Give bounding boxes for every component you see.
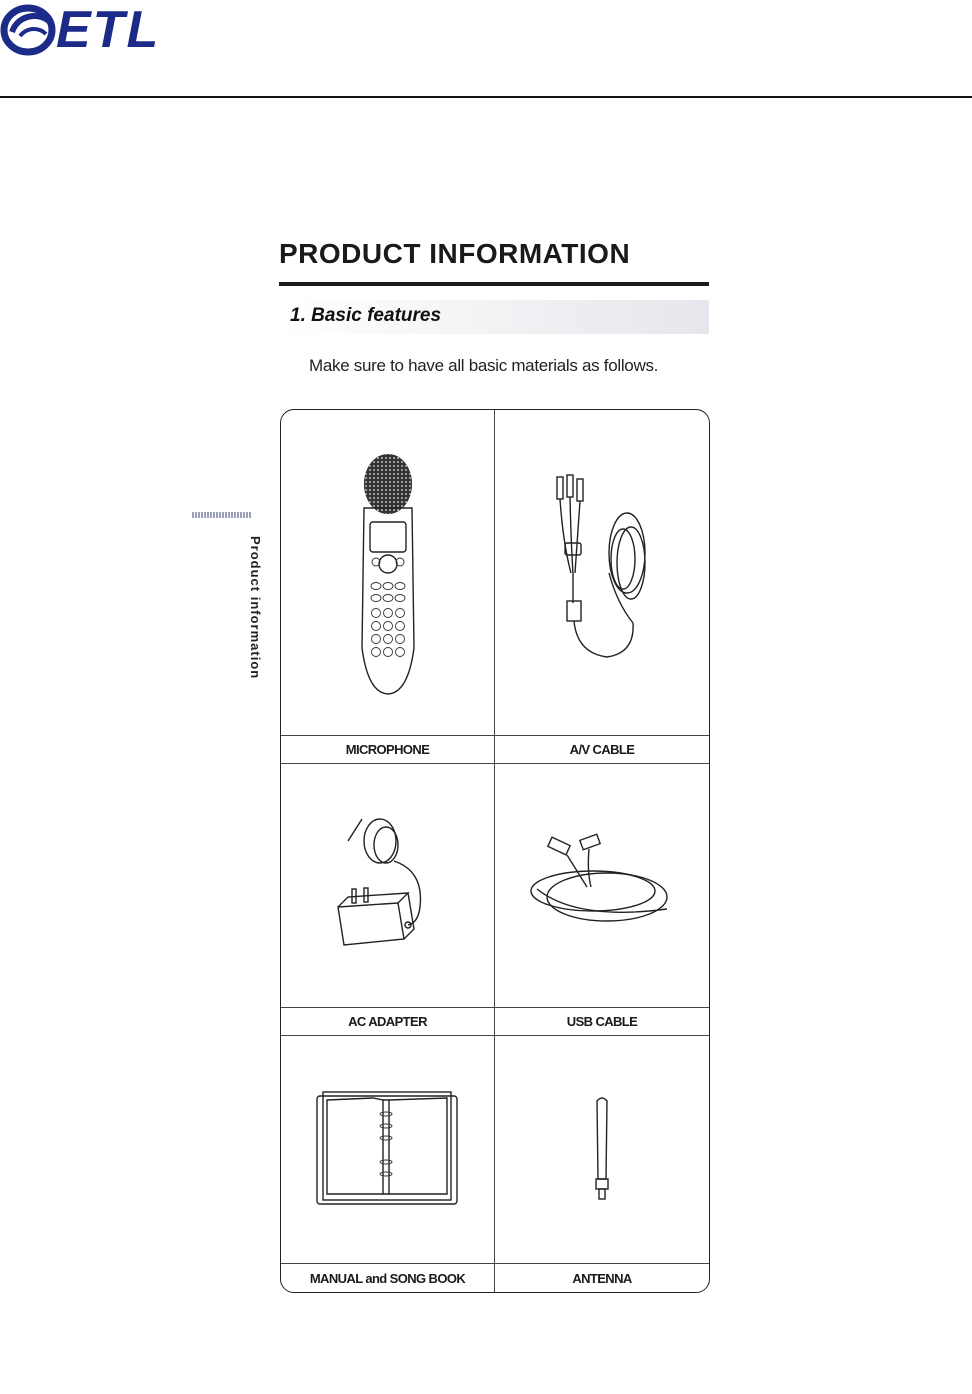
item-image-antenna — [495, 1036, 709, 1264]
intro-text: Make sure to have all basic materials as follows. — [309, 356, 659, 375]
item-image-ac-adapter — [281, 764, 495, 1008]
logo-text: ETL — [56, 1, 161, 59]
side-tab-mark — [192, 512, 252, 518]
item-label-usb-cable: USB CABLE — [495, 1008, 709, 1036]
materials-grid — [280, 409, 710, 1293]
header-divider — [0, 96, 972, 98]
microphone-icon — [348, 448, 428, 698]
item-label-microphone: MICROPHONE — [281, 736, 495, 764]
item-label-antenna: ANTENNA — [572, 1270, 632, 1286]
subsection-title: 1. Basic features — [290, 305, 442, 326]
brand-logo — [0, 0, 180, 62]
item-label-manual: MANUAL and SONG BOOK — [281, 1264, 495, 1292]
item-label-av-cable: A/V CABLE — [495, 736, 709, 764]
av-cable-icon — [547, 473, 657, 673]
item-image-av-cable — [495, 410, 709, 736]
antenna-icon — [587, 1095, 617, 1205]
logo-swirl-icon — [0, 0, 60, 60]
side-tab-label: Product information — [248, 536, 263, 680]
item-label-ac-adapter: AC ADAPTER — [281, 1008, 495, 1036]
manual-book-icon — [313, 1090, 463, 1210]
title-underline — [279, 282, 709, 286]
item-image-manual — [281, 1036, 495, 1264]
item-image-microphone — [281, 410, 495, 736]
usb-cable-icon — [527, 831, 677, 941]
ac-adapter-icon — [328, 811, 448, 961]
page-title: PRODUCT INFORMATION — [279, 238, 631, 269]
item-image-usb-cable — [495, 764, 709, 1008]
